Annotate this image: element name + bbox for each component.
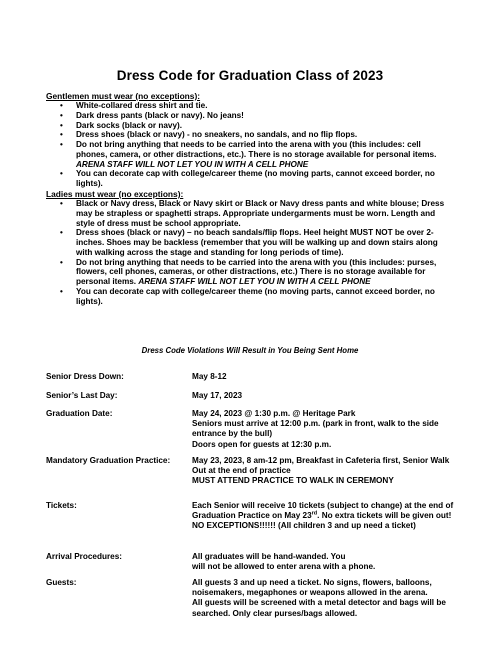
arena-warning: ARENA STAFF WILL NOT LET YOU IN WITH A CELL PHONE	[76, 159, 309, 169]
row-label: Arrival Procedures:	[46, 552, 122, 561]
row-value: May 24, 2023 @ 1:30 p.m. @ Heritage Park Seniors must arrive at 12:00 p.m. (park in front, walk to the side entrance by the bull) Doors open for guests at 12:30 p.m.	[192, 409, 439, 449]
ladies-list	[0, 199, 500, 306]
page-title: Dress Code for Graduation Class of 2023	[116, 68, 384, 83]
row-value: All guests 3 and up need a ticket. No signs, flowers, balloons, noisemakers, megaphones or weapons allowed in the arena. All guests will be screened with a metal detector and bags will be searched. Only clear purses/bags allowed.	[192, 578, 446, 618]
list-item: • Do not bring anything that needs to be carried into the arena with you (this includes: cell phones, camera, or other distractions, etc.). There is no storage available for personal items. ARENA STAFF WILL NOT LET YOU IN WITH A CELL PHONE	[60, 140, 437, 169]
row-value: May 23, 2023, 8 am-12 pm, Breakfast in Cafeteria first, Senior Walk Out at the end of practice MUST ATTEND PRACTICE TO WALK IN CEREMONY	[192, 456, 450, 486]
list-item: • Do not bring anything that needs to be carried into the arena with you (this includes: purses, flowers, cell phones, cameras, or other distractions, etc.) There is no storage available for personal items. ARENA STAFF WILL NOT LET YOU IN WITH A CELL PHONE	[60, 257, 437, 286]
bullet-icon: •	[60, 140, 63, 149]
bullet-icon: •	[60, 228, 63, 238]
row-value: May 17, 2023	[192, 391, 243, 400]
list-item: • You can decorate cap with college/career theme (no moving parts, cannot exceed border, no lights).	[60, 286, 435, 306]
list-item: • Dress shoes (black or navy) - no sneakers, no sandals, and no flip flops.	[60, 130, 358, 140]
list-item: • Dress shoes (black or navy) – no beach sandals/flip flops. Heel height MUST NOT be over 2-inches. Shoes may be backless (remember that you will be walking up and down stairs along with walking across the stage and standing for long periods of time).	[60, 228, 438, 257]
list-item: • Black or Navy dress, Black or Navy skirt or Black or Navy dress pants and white blouse; Dress may be strapless or spaghetti straps. Appropriate undergarments must be worn. Length and style of dress must be school appropriate.	[60, 199, 445, 228]
bullet-icon: •	[60, 110, 63, 120]
list-item: • White-collared dress shirt and tie.	[60, 101, 208, 110]
bullet-icon: •	[60, 130, 63, 140]
row-label: Graduation Date:	[46, 409, 113, 418]
list-item: • Dark dress pants (black or navy). No jeans!	[60, 110, 244, 120]
bullet-icon: •	[60, 286, 63, 296]
gentlemen-list	[0, 101, 500, 189]
bullet-icon: •	[60, 257, 63, 267]
row-label: Guests:	[46, 578, 77, 587]
row-label: Tickets:	[46, 501, 77, 510]
bullet-icon: •	[60, 199, 63, 208]
violation-notice: Dress Code Violations Will Result in You Being Sent Home	[141, 346, 359, 355]
ladies-heading: Ladies must wear (no exceptions):	[46, 189, 184, 199]
bullet-icon: •	[60, 120, 63, 130]
row-value: Each Senior will receive 10 tickets (subject to change) at the end of Graduation Practice on May 23rd. No extra tickets will be given out! NO EXCEPTIONS!!!!!! (All children 3 and up need a ticket)	[192, 501, 454, 531]
row-label: Mandatory Graduation Practice:	[46, 456, 171, 465]
gentlemen-heading: Gentlemen must wear (no exceptions):	[46, 91, 201, 101]
row-value: All graduates will be hand-wanded. You will not be allowed to enter arena with a phone.	[192, 552, 376, 572]
row-label: Senior Dress Down:	[46, 372, 124, 381]
row-value: May 8-12	[192, 372, 227, 381]
list-item: • Dark socks (black or navy).	[60, 120, 183, 130]
bullet-icon: •	[60, 101, 63, 110]
bullet-icon: •	[60, 169, 63, 179]
list-item: • You can decorate cap with college/career theme (no moving parts, cannot exceed border, no lights).	[60, 169, 435, 188]
row-label: Senior’s Last Day:	[46, 391, 118, 400]
arena-warning: ARENA STAFF WILL NOT LET YOU IN WITH A CELL PHONE	[138, 277, 371, 286]
